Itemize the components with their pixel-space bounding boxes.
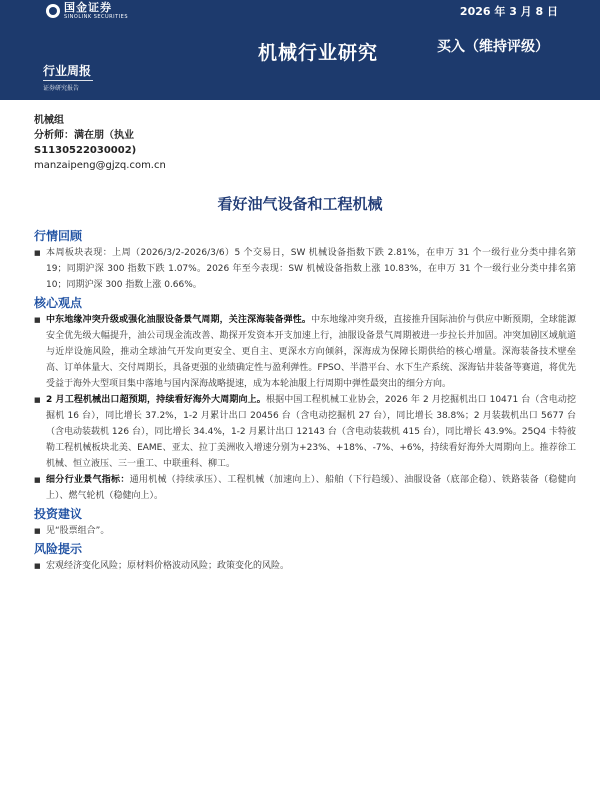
analyst-group: 机械组 [34, 115, 64, 126]
item-lead: 中东地缘冲突升级或强化油服设备景气周期，关注深海装备弹性。 [46, 315, 312, 325]
logo-chinese-name: 国金证券 [64, 1, 112, 14]
list-item [34, 245, 576, 293]
item-body: 通用机械（持续承压）、工程机械（加速向上）、船舶（下行趋缓）、油服设备（底部企稳）、铁路装备（稳健向上）、燃气轮机（稳健向上）。 [46, 475, 576, 501]
item-body: 中东地缘冲突升级，直接推升国际油价与供应中断预期，全球能源安全优先级大幅提升，油公司现金流改善、勘探开发资本开支加速上行，油服设备景气周期被进一步拉长并加固。冲突加剧区域航道与近岸设施风险，推动全球油气开发向更安全、更自主、更深水方向倾斜，深海成为保障长期供给的核心增量。深海装备技术壁垒高、订单体量大、交付周期长，具备更强的业绩确定性与盈利弹性。FPSO、半潜平台、水下生产系统、深海钻井装备等赛道，将优先受益于海外大型项目集中落地与国内深海战略提速，成为本轮油服上行周期中弹性最突出的细分方向。 [46, 315, 576, 389]
list-item [34, 312, 576, 392]
square-bullet-icon: ■ [34, 476, 41, 484]
report-subcategory: 证券研究报告 [43, 85, 80, 92]
item-text [46, 392, 576, 472]
item-text [46, 472, 576, 504]
report-date: 2026 年 3 月 8 日 [459, 5, 558, 18]
item-text: 见“股票组合”。 [46, 526, 110, 536]
report-category: 行业周报 [43, 64, 92, 78]
analyst-email[interactable]: manzaipeng@gjzq.com.cn [34, 160, 166, 171]
header-divider [43, 80, 93, 81]
section-title-risk: 风险提示 [34, 542, 83, 556]
section-title-review: 行情回顾 [34, 229, 83, 243]
item-lead: 细分行业景气指标： [46, 475, 130, 485]
square-bullet-icon: ■ [34, 527, 41, 535]
square-bullet-icon: ■ [34, 396, 41, 404]
square-bullet-icon: ■ [34, 316, 41, 324]
list-item [34, 392, 576, 472]
analyst-license: S1130522030002) [34, 145, 137, 156]
report-body [34, 226, 576, 574]
logo-english-name: SINOLINK SECURITIES [64, 14, 128, 20]
section-title-core: 核心观点 [34, 296, 83, 310]
square-bullet-icon: ■ [34, 562, 41, 570]
list-item [34, 558, 576, 574]
item-text [46, 312, 576, 392]
item-body: 根据中国工程机械工业协会，2026 年 2 月挖掘机出口 10471 台（含电动挖掘机 16 台），同比增长 37.2%，1-2 月累计出口 20456 台（含电动挖掘机 27 台），同比增长 38.8%；2 月装载机出口 5677 台（含电动装载机 126 台），同比增长 34.4%，1-2 月累计出口 12143 台（含电动装载机 415 台），同比增长 43.9%。25Q4 卡特彼勒工程机械板块北美、EAME、亚太、拉丁美洲收入增速分别为+23%、+18%、-7%、+6%，持续看好海外大周期向上。推荐徐工机械、恒立液压、三一重工、中联重科、柳工。 [46, 395, 576, 469]
analyst-name: 分析师：满在朋（执业 [34, 130, 134, 141]
list-item [34, 472, 576, 504]
section-title-investment: 投资建议 [34, 507, 83, 521]
report-title: 机械行业研究 [258, 42, 379, 64]
main-title: 看好油气设备和工程机械 [217, 195, 383, 213]
analyst-info [34, 113, 166, 173]
list-item [34, 523, 576, 539]
logo-mark-icon [46, 4, 60, 18]
rating: 买入（维持评级） [437, 39, 549, 55]
square-bullet-icon: ■ [34, 249, 41, 257]
item-text: 宏观经济变化风险；原材料价格波动风险；政策变化的风险。 [46, 561, 290, 571]
item-text: 本周板块表现：上周（2026/3/2-2026/3/6）5 个交易日，SW 机械设备指数下跌 2.81%，在申万 31 个一级行业分类中排名第 19；同期沪深 300 指数下跌 1.07%。2026 年至今表现：SW 机械设备指数上涨 10.83%，在申万 31 个一级行业分类中排名第 10；同期沪深 300 指数上涨 0.66%。 [46, 248, 576, 290]
report-header [0, 0, 600, 100]
company-logo [46, 0, 128, 22]
item-lead: 2 月工程机械出口超预期，持续看好海外大周期向上。 [46, 395, 266, 405]
